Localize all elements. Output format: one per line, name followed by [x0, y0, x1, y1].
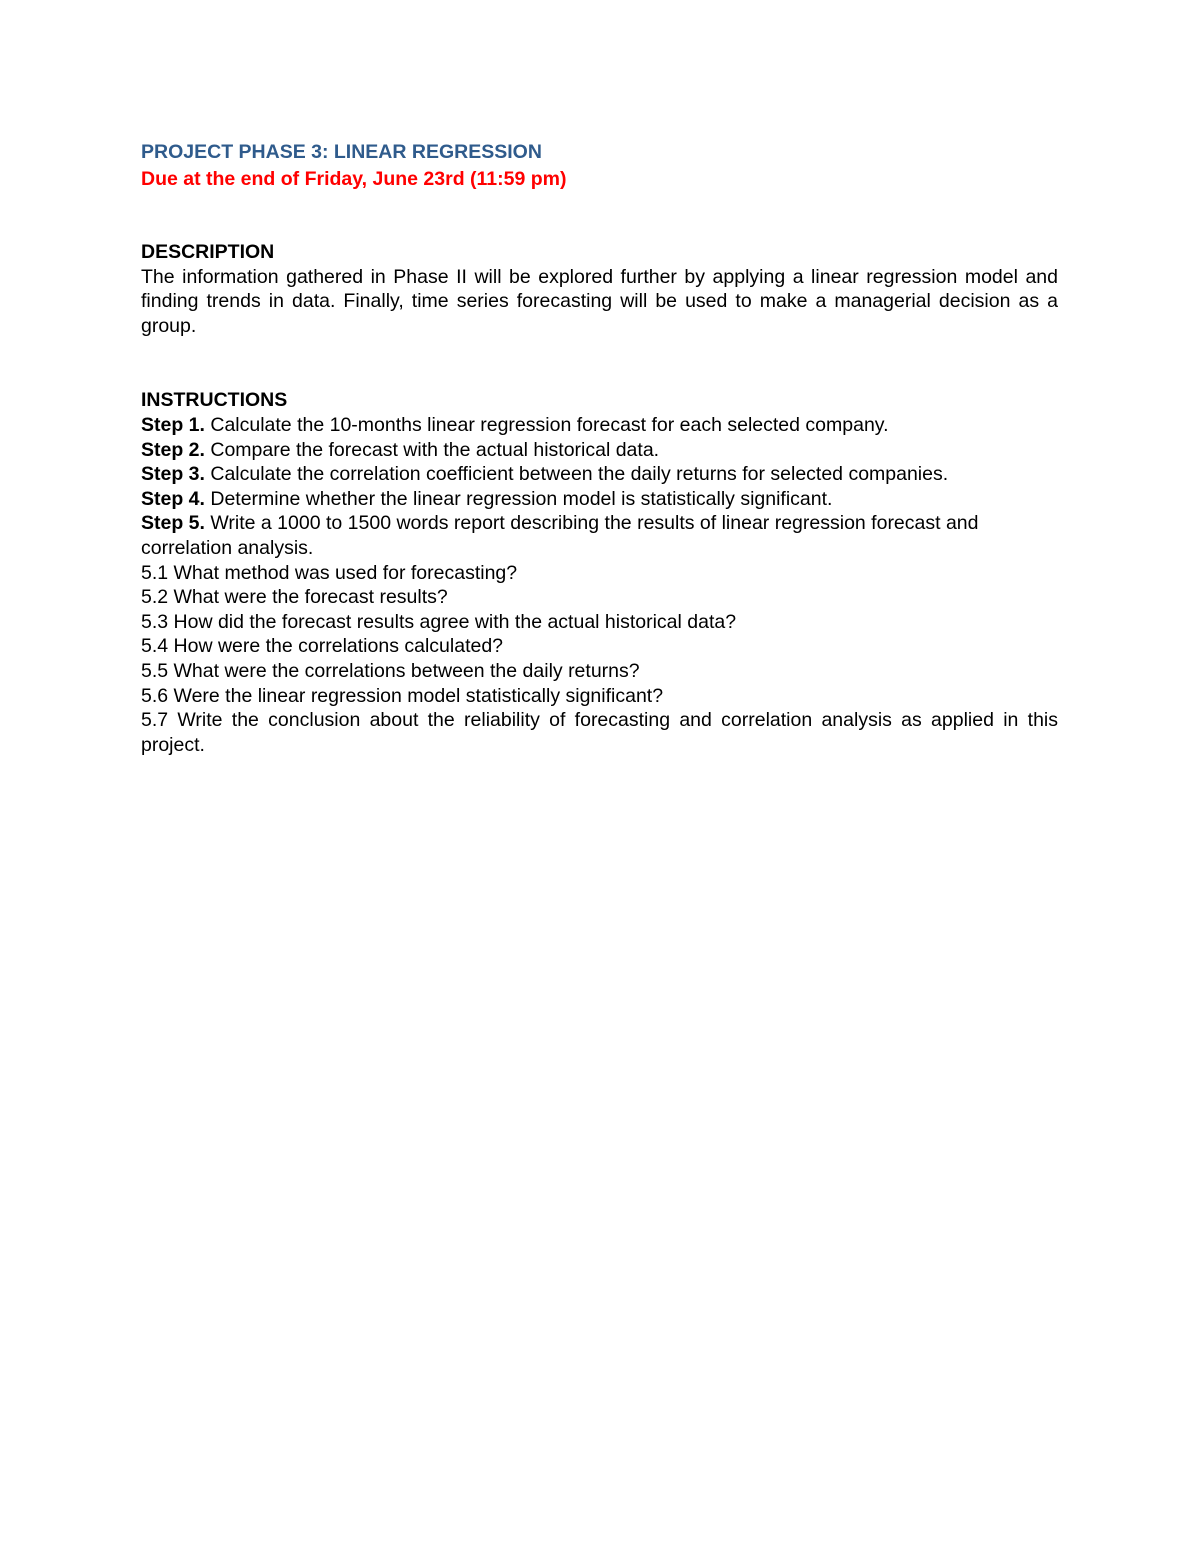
step-text: Determine whether the linear regression model is statistically significant. — [204, 487, 833, 510]
step-label: Step 5. — [141, 512, 205, 535]
step-text: Calculate the 10-months linear regression forecast for each selected company. — [204, 413, 889, 436]
question-item: 5.2 What were the forecast results? — [141, 586, 448, 609]
question-item: 5.3 How did the forecast results agree with the actual historical data? — [141, 610, 737, 633]
document-page — [141, 139, 1058, 757]
step-text: Write a 1000 to 1500 words report describing the results of linear regression forecast and correlation analysis. — [141, 512, 979, 559]
step-item — [141, 413, 1058, 438]
question-item: 5.4 How were the correlations calculated? — [141, 635, 504, 658]
question-item: 5.1 What method was used for forecasting? — [141, 561, 518, 584]
instructions-heading: INSTRUCTIONS — [141, 389, 288, 412]
document-title: PROJECT PHASE 3: LINEAR REGRESSION — [141, 141, 542, 163]
description-heading: DESCRIPTION — [141, 241, 275, 263]
step-label: Step 4. — [141, 487, 205, 510]
questions-list — [141, 561, 1058, 758]
step-text: Calculate the correlation coefficient between the daily returns for selected companies. — [204, 463, 949, 486]
step-item — [141, 487, 1058, 512]
step-item — [141, 438, 1058, 463]
step-label: Step 3. — [141, 463, 205, 486]
question-item: 5.5 What were the correlations between the daily returns? — [141, 659, 640, 682]
step-item — [141, 511, 1058, 560]
steps-list — [141, 413, 1058, 561]
question-item: 5.6 Were the linear regression model statistically significant? — [141, 684, 664, 707]
question-item: 5.7 Write the conclusion about the reliability of forecasting and correlation analysis as applied in this project. — [141, 709, 1058, 756]
step-text: Compare the forecast with the actual historical data. — [204, 438, 660, 461]
description-body: The information gathered in Phase II will be explored further by applying a linear regression model and finding trends in data. Finally, time series forecasting will be used to make a managerial decision as a group. — [141, 265, 1058, 337]
step-label: Step 2. — [141, 438, 205, 461]
due-date: Due at the end of Friday, June 23rd (11:59 pm) — [141, 168, 567, 190]
step-label: Step 1. — [141, 413, 205, 436]
step-item — [141, 462, 1058, 487]
